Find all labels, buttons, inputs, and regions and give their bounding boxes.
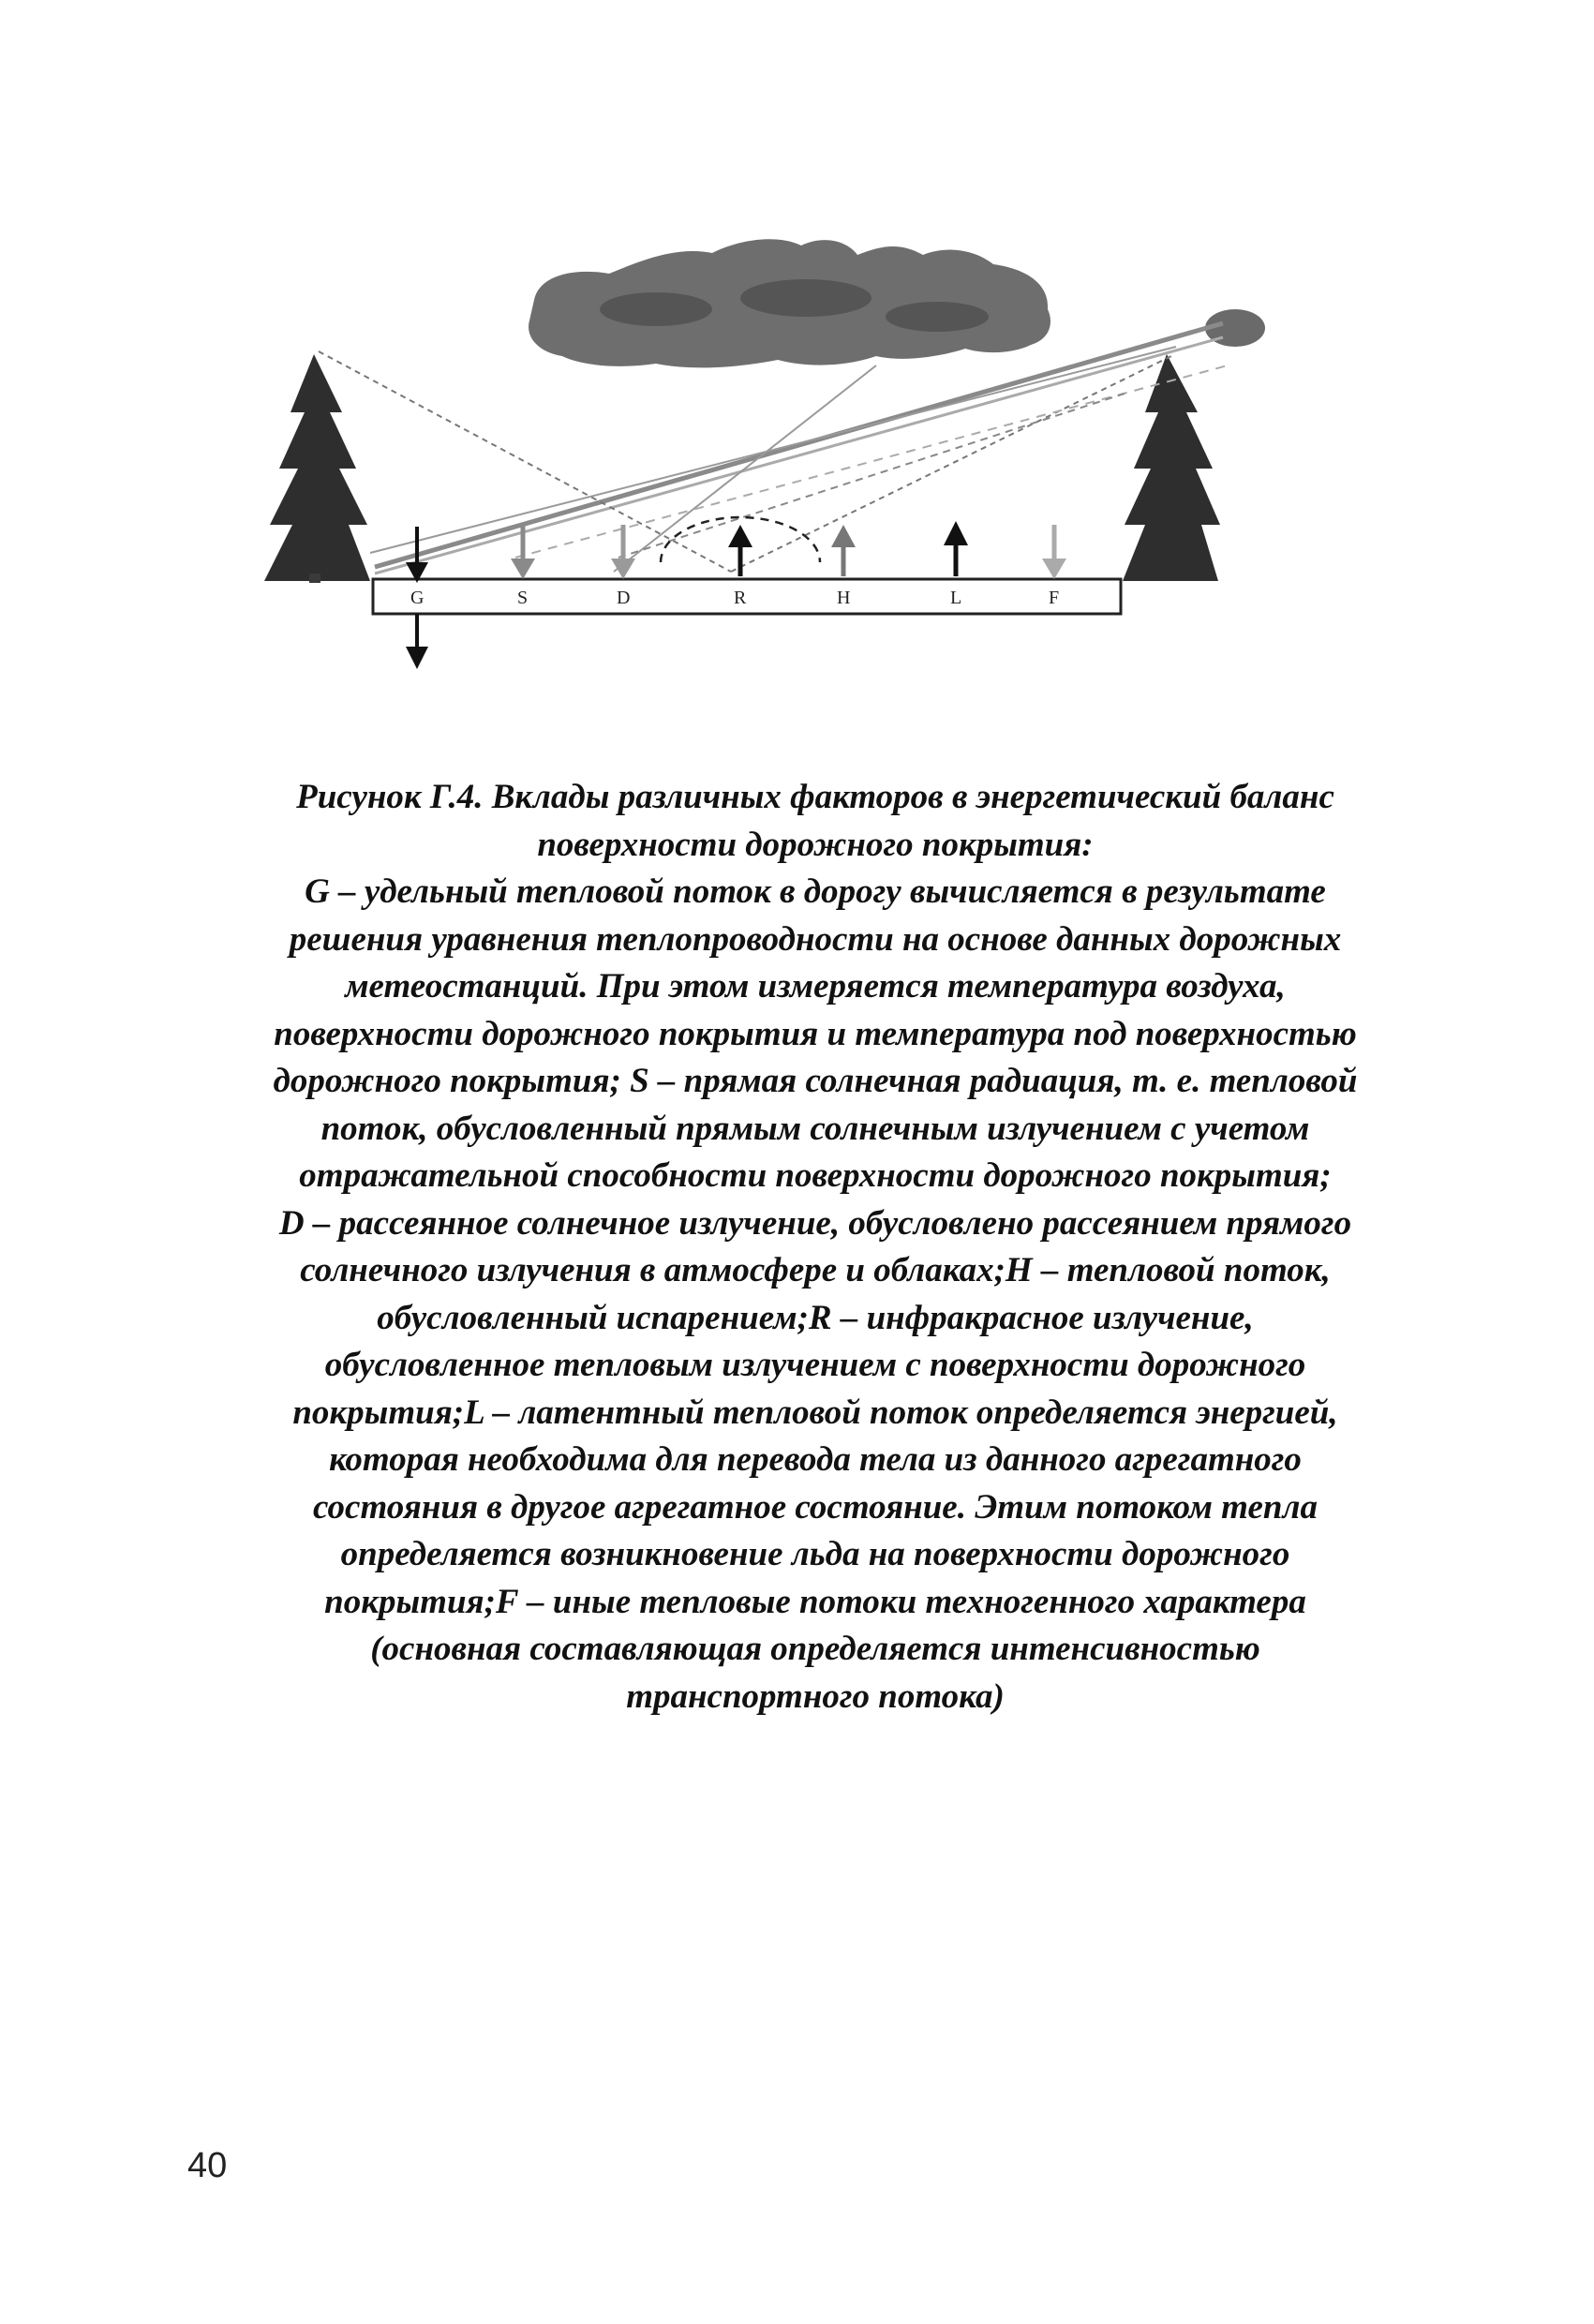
caption-line: состояния в другое агрегатное состояние. Этим потоком тепла (313, 1487, 1318, 1527)
radiation-rays (319, 323, 1228, 574)
arrow-d-head (611, 559, 635, 579)
label-r: R (734, 588, 747, 608)
figure-caption (141, 774, 1490, 1721)
energy-balance-diagram (0, 0, 1594, 712)
caption-line: определяется возникновение льда на поверхности дорожного (340, 1535, 1290, 1573)
label-h: H (837, 588, 851, 608)
arrow-g-below-head (406, 647, 428, 669)
caption-line: D – рассеянное солнечное излучение, обусловлено рассеянием прямого (278, 1203, 1352, 1243)
arrow-s-head (511, 559, 535, 579)
label-d: D (617, 588, 631, 608)
label-g: G (410, 588, 425, 608)
label-f: F (1049, 588, 1060, 608)
caption-line: метеостанций. При этом измеряется температура воздуха, (345, 967, 1286, 1006)
caption-line: (основная составляющая определяется интенсивностью (370, 1630, 1260, 1668)
caption-line: G – удельный тепловой поток в дорогу вычисляется в результате (305, 872, 1326, 911)
arrow-l-head (944, 521, 968, 545)
caption-line: транспортного потока) (626, 1676, 1005, 1716)
caption-line: дорожного покрытия; S – прямая солнечная радиация, т. е. тепловой (273, 1062, 1358, 1100)
label-s: S (517, 588, 529, 608)
arrow-r-head (728, 525, 752, 547)
caption-line: обусловленное тепловым излучением с поверхности дорожного (324, 1346, 1306, 1384)
right-tree (1123, 354, 1220, 581)
caption-line: отражательной способности поверхности дорожного покрытия; (299, 1156, 1332, 1195)
arrow-f-head (1042, 559, 1066, 579)
caption-line: решения уравнения теплопроводности на основе данных дорожных (289, 919, 1342, 959)
caption-line: которая необходима для перевода тела из данного агрегатного (329, 1440, 1302, 1479)
arrow-h-head (831, 525, 856, 547)
caption-line: поверхности дорожного покрытия и температура под поверхностью (274, 1014, 1357, 1053)
caption-line: Рисунок Г.4. Вклады различных факторов в энергетический баланс (296, 778, 1334, 816)
page-number: 40 (187, 2146, 228, 2185)
caption-line: покрытия;F – иные тепловые потоки техногенного характера (324, 1582, 1306, 1621)
caption-line: покрытия;L – латентный тепловой поток определяется энергией, (292, 1393, 1338, 1432)
caption-line: поверхности дорожного покрытия: (537, 825, 1094, 864)
label-l: L (950, 588, 962, 608)
left-tree (264, 354, 370, 583)
caption-line: обусловленный испарением;R – инфракрасное излучение, (377, 1298, 1254, 1337)
caption-line: поток, обусловленный прямым солнечным излучением с учетом (320, 1109, 1310, 1148)
caption-line: солнечного излучения в атмосфере и облаках;H – тепловой поток, (300, 1251, 1331, 1289)
road-surface (373, 579, 1121, 614)
